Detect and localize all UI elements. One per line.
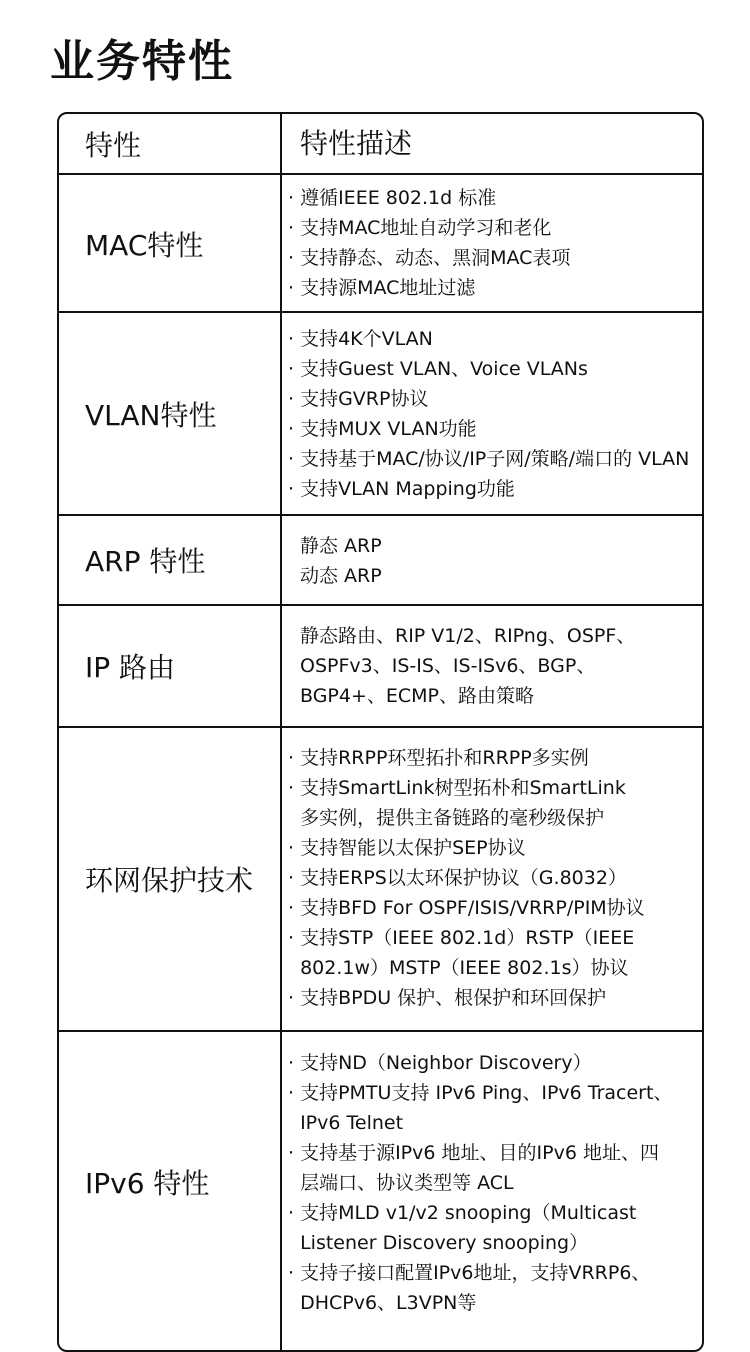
description-line: · 支持智能以太保护SEP协议 <box>288 837 526 859</box>
description-line: 层端口、协议类型等 ACL <box>288 1172 514 1194</box>
header-description: 特性描述 <box>300 127 413 160</box>
description-line: BGP4+、ECMP、路由策略 <box>300 685 535 707</box>
row-ipv6-description <box>288 1048 702 1318</box>
row-ip-routing-name: IP 路由 <box>85 651 176 684</box>
description-line: Listener Discovery snooping） <box>288 1232 589 1254</box>
description-line: · 支持VLAN Mapping功能 <box>288 478 515 500</box>
description-line: 动态 ARP <box>300 565 382 587</box>
description-line: DHCPv6、L3VPN等 <box>288 1292 477 1314</box>
description-line: · 支持静态、动态、黑洞MAC表项 <box>288 247 571 269</box>
description-line: · 支持RRPP环型拓扑和RRPP多实例 <box>288 747 589 769</box>
row-arp-description <box>300 531 714 591</box>
description-line: · 支持BFD For OSPF/ISIS/VRRP/PIM协议 <box>288 897 645 919</box>
description-line: · 支持GVRP协议 <box>288 388 429 410</box>
description-line: 多实例，提供主备链路的毫秒级保护 <box>288 807 605 829</box>
description-line: · 支持基于源IPv6 地址、目的IPv6 地址、四 <box>288 1142 659 1164</box>
row-mac-name: MAC特性 <box>85 228 204 262</box>
row-ip-routing-description <box>300 621 714 711</box>
description-line: IPv6 Telnet <box>288 1112 404 1134</box>
header-feature: 特性 <box>85 129 142 162</box>
description-line: · 遵循IEEE 802.1d 标准 <box>288 187 497 209</box>
description-line: · 支持4K个VLAN <box>288 328 433 350</box>
description-line: · 支持源MAC地址过滤 <box>288 277 476 299</box>
description-line: · 支持STP（IEEE 802.1d）RSTP（IEEE <box>288 927 635 949</box>
description-line: 802.1w）MSTP（IEEE 802.1s）协议 <box>288 957 629 979</box>
description-line: · 支持Guest VLAN、Voice VLANs <box>288 358 588 380</box>
description-line: · 支持MLD v1/v2 snooping（Multicast <box>288 1202 637 1224</box>
description-line: 静态路由、RIP V1/2、RIPng、OSPF、 <box>300 625 636 647</box>
description-line: 静态 ARP <box>300 535 382 557</box>
description-line: · 支持BPDU 保护、根保护和环回保护 <box>288 987 607 1009</box>
row-ring-protection-description <box>288 743 702 1013</box>
description-line: · 支持ND（Neighbor Discovery） <box>288 1052 592 1074</box>
description-line: OSPFv3、IS-IS、IS-ISv6、BGP、 <box>300 655 596 677</box>
row-arp-name: ARP 特性 <box>85 545 206 578</box>
row-vlan-name: VLAN特性 <box>85 398 217 432</box>
page-title: 业务特性 <box>50 36 234 87</box>
description-line: · 支持SmartLink树型拓朴和SmartLink <box>288 777 626 799</box>
description-line: · 支持MUX VLAN功能 <box>288 418 477 440</box>
description-line: · 支持MAC地址自动学习和老化 <box>288 217 552 239</box>
description-line: · 支持ERPS以太环保护协议（G.8032） <box>288 867 627 889</box>
description-line: · 支持PMTU支持 IPv6 Ping、IPv6 Tracert、 <box>288 1082 673 1104</box>
description-line: · 支持基于MAC/协议/IP子网/策略/端口的 VLAN <box>288 448 690 470</box>
feature-table <box>57 112 704 1352</box>
row-ipv6-name: IPv6 特性 <box>85 1167 210 1200</box>
column-divider <box>280 114 282 1350</box>
row-ring-protection-name: 环网保护技术 <box>85 864 254 897</box>
row-vlan-description <box>288 324 702 504</box>
row-mac-description <box>288 183 702 303</box>
description-line: · 支持子接口配置IPv6地址，支持VRRP6、 <box>288 1262 651 1284</box>
